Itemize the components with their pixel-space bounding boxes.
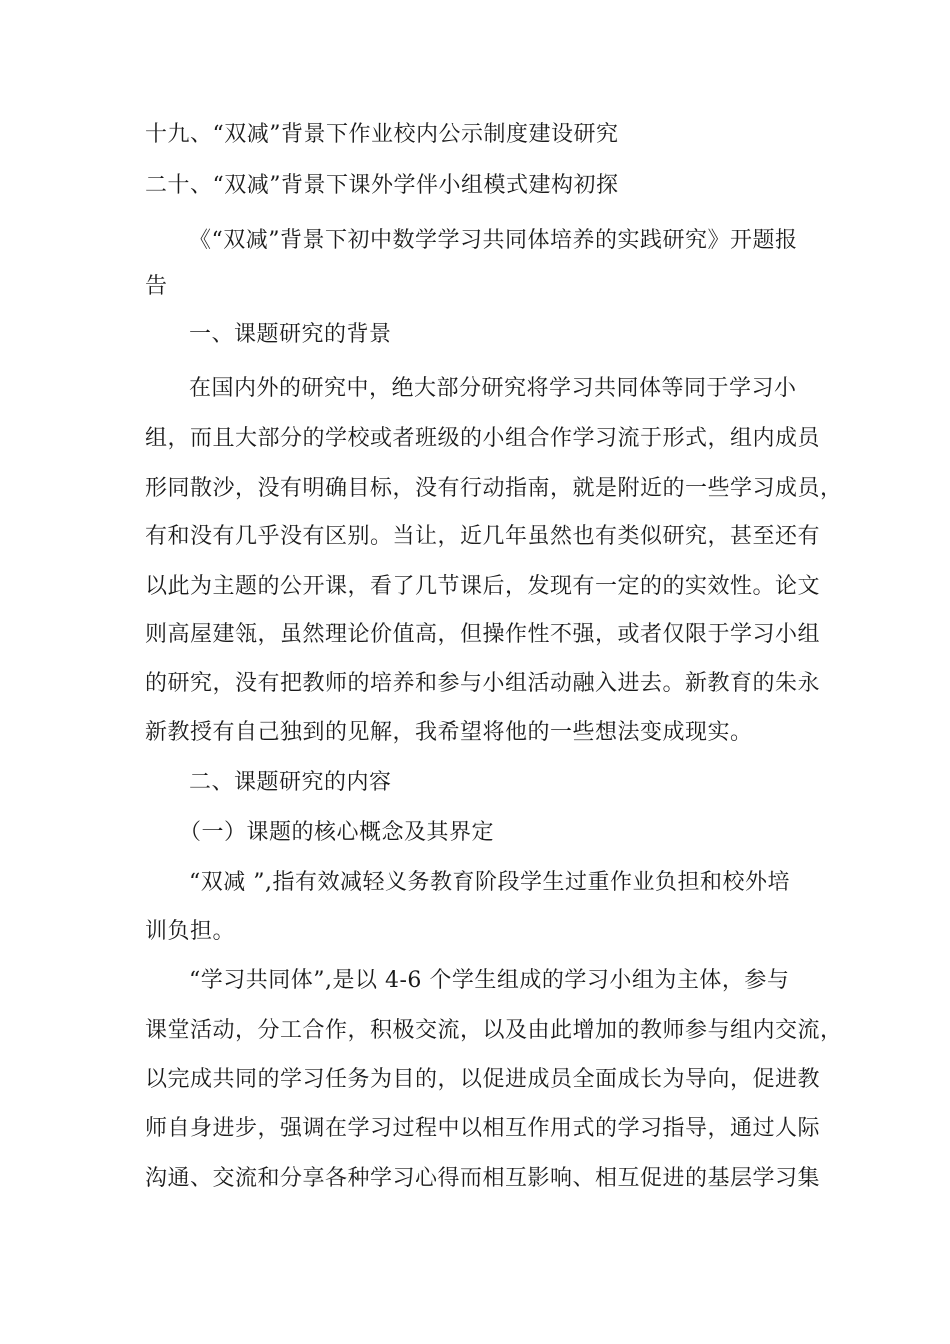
paragraph-line: 课堂活动，分工合作，积极交流，以及由此增加的教师参与组内交流， [145,1018,843,1043]
paragraph-line: “双减 ”,指有效减轻义务教育阶段学生过重作业负担和校外培 [189,870,790,895]
paragraph-line: 训负担。 [145,919,236,944]
paragraph-line: 沟通、交流和分享各种学习心得而相互影响、相互促进的基层学习集 [145,1166,821,1191]
report-title: 《“双减”背景下初中数学学习共同体培养的实践研究》开题报 [189,228,798,253]
paragraph-line: 新教授有自己独到的见解，我希望将他的一些想法变成现实。 [145,720,753,745]
section-heading-background: 一、课题研究的背景 [189,322,392,347]
list-item-19: 十九、“双减”背景下作业校内公示制度建设研究 [145,122,619,147]
paragraph-line: 组，而且大部分的学校或者班级的小组合作学习流于形式，组内成员 [145,426,821,451]
paragraph-line: 形同散沙，没有明确目标，没有行动指南，就是附近的一些学习成员， [145,476,843,501]
paragraph-line: “学习共同体”,是以 4-6 个学生组成的学习小组为主体，参与 [189,968,790,993]
paragraph-line: 在国内外的研究中，绝大部分研究将学习共同体等同于学习小 [189,376,797,401]
paragraph-line: 则高屋建瓴，虽然理论价值高，但操作性不强，或者仅限于学习小组 [145,622,821,647]
paragraph-line: 以完成共同的学习任务为目的，以促进成员全面成长为导向，促进教 [145,1067,821,1092]
section-heading-content: 二、课题研究的内容 [189,770,392,795]
paragraph-line: 有和没有几乎没有区别。当让，近几年虽然也有类似研究，甚至还有 [145,524,821,549]
paragraph-line: 的研究，没有把教师的培养和参与小组活动融入进去。新教育的朱永 [145,671,821,696]
report-title-continued: 告 [145,274,168,299]
list-item-20: 二十、“双减”背景下课外学伴小组模式建构初探 [145,173,619,198]
paragraph-line: 以此为主题的公开课，看了几节课后，发现有一定的的实效性。论文 [145,574,821,599]
paragraph-line: 师自身进步，强调在学习过程中以相互作用式的学习指导，通过人际 [145,1116,821,1141]
subsection-heading-core-concepts: （一）课题的核心概念及其界定 [179,820,495,845]
